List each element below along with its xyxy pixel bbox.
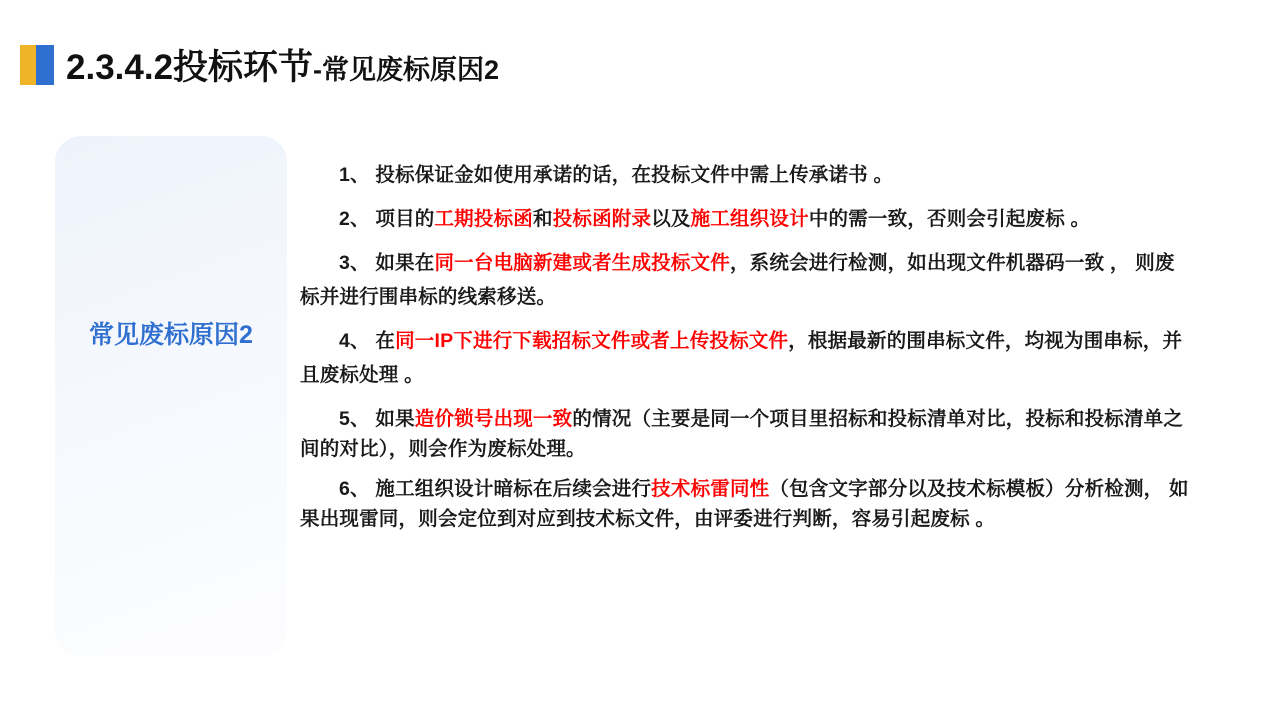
page-title: [66, 40, 499, 90]
body-text: 5、 如果: [339, 408, 415, 430]
body-text: 3、 如果在: [339, 252, 435, 274]
body-text: 以及: [651, 208, 691, 230]
list-item: [300, 324, 1190, 392]
body-text: 和: [532, 208, 553, 230]
list-item: [300, 158, 1190, 192]
body-text: 1、 投标保证金如使用承诺的话，在投标文件中需上传承诺书 。: [339, 164, 894, 186]
highlighted-text: 造价锁号出现一致: [414, 408, 573, 430]
highlighted-text: 投标函附录: [552, 208, 652, 230]
list-item: [300, 246, 1190, 314]
body-text: 的情况（主要是同一个项目里招标和投标清单对比，投标和投标清单之间的对比），则会作为废标处理。: [300, 408, 1184, 460]
page-title-separator: -: [313, 55, 323, 85]
body-text: 6、 施工组织设计暗标在后续会进行: [339, 478, 652, 500]
section-label-card: [55, 136, 287, 656]
list-item: [300, 202, 1190, 236]
title-accent-blue: [36, 45, 54, 85]
list-item: [300, 474, 1190, 534]
highlighted-text: 技术标雷同性: [651, 478, 770, 500]
body-text: 2、 项目的: [339, 208, 435, 230]
body-text: ，系统会进行检测，如出现文件机器码一致 ， 则废标并进行围串标的线索移送。: [300, 252, 1175, 308]
body-text: 4、 在: [339, 330, 396, 352]
highlighted-text: 同一IP下进行下载招标文件或者上传投标文件: [395, 330, 789, 352]
page-title-sub: 常见废标原因2: [322, 55, 500, 85]
highlighted-text: 工期投标函: [434, 208, 533, 230]
content-body: [300, 158, 1190, 538]
section-label-text: 常见废标原因2: [89, 321, 253, 349]
highlighted-text: 施工组织设计: [690, 208, 809, 230]
list-item: [300, 404, 1190, 464]
body-text: （包含文字部分以及技术标模板）分析检测， 如果出现雷同，则会定位到对应到技术标文件，由评委进行判断，容易引起废标 。: [300, 478, 1189, 530]
highlighted-text: 同一台电脑新建或者生成投标文件: [434, 252, 730, 274]
slide-title-bar: [0, 40, 499, 90]
body-text: ，根据最新的围串标文件，均视为围串标，并且废标处理 。: [300, 330, 1183, 386]
page-title-main: 2.3.4.2投标环节: [66, 48, 314, 87]
body-text: 中的需一致，否则会引起废标 。: [808, 208, 1091, 230]
